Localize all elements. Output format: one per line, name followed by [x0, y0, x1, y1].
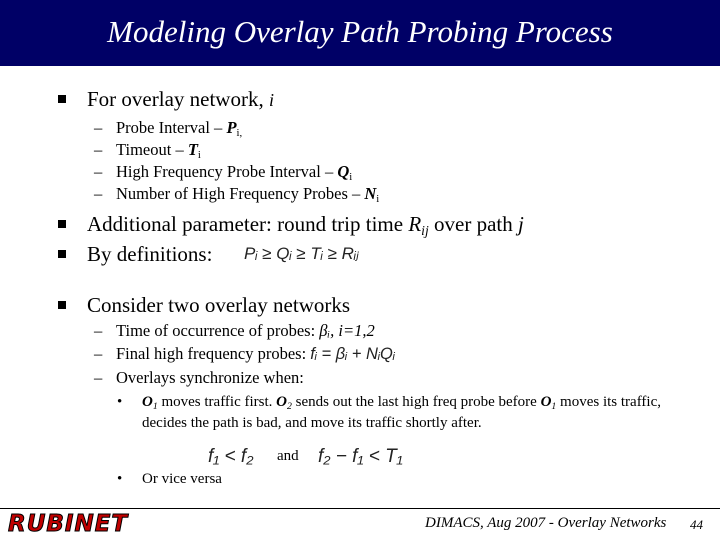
square-bullet-icon	[58, 220, 66, 228]
item-text: Probe Interval –	[116, 118, 227, 137]
title-bar	[0, 0, 720, 66]
item-subscript: i	[376, 193, 380, 206]
bullet-text: By definitions:	[87, 242, 213, 266]
condition-and: and	[277, 448, 299, 464]
item-text: Timeout –	[116, 140, 188, 159]
condition-right-formula: f₂ − f₁ < T₁	[318, 446, 403, 467]
dash-icon: –	[94, 368, 103, 387]
overlay-label: O	[276, 394, 288, 410]
item-text: sends out the last high freq probe before	[291, 394, 541, 410]
dash-icon: –	[94, 140, 103, 159]
item-symbol: P	[226, 118, 237, 137]
square-bullet-icon	[58, 250, 66, 258]
rubinet-logo: RUBINET	[8, 511, 129, 537]
square-bullet-icon	[58, 301, 66, 309]
bullet-overlay-network	[62, 86, 274, 113]
dash-icon: –	[94, 162, 103, 181]
footer-text: DIMACS, Aug 2007 - Overlay Networks	[425, 515, 667, 531]
overlay-subscript: 1	[551, 400, 557, 412]
item-symbol: Q	[337, 162, 350, 181]
bullet-var: j	[517, 212, 524, 236]
dash-icon: –	[94, 321, 103, 340]
bullet-dot-icon: •	[117, 394, 123, 410]
bullet-var: i	[268, 90, 274, 110]
bullet-definitions	[62, 241, 212, 267]
bullet-symbol: R	[408, 212, 422, 236]
item-text: Or vice versa	[142, 471, 222, 487]
slide-title: Modeling Overlay Path Probing Process	[107, 14, 613, 49]
condition-left-formula: f₁ < f₂	[208, 446, 254, 467]
footer-divider	[0, 508, 720, 509]
item-subscript: i	[349, 171, 353, 184]
bullet-text-after: over path	[428, 212, 518, 236]
item-text: moves traffic first.	[157, 394, 277, 410]
bullet-text: Additional parameter: round trip time	[87, 212, 409, 236]
dash-icon: –	[94, 118, 103, 137]
item-subscript: i,	[236, 127, 243, 140]
item-subscript: i	[197, 149, 201, 162]
square-bullet-icon	[58, 95, 66, 103]
definitions-formula: Pᵢ ≥ Qᵢ ≥ Tᵢ ≥ Rᵢⱼ	[244, 244, 359, 263]
bullet-additional-parameter	[62, 211, 524, 244]
item-math: βᵢ, i=1,2	[319, 321, 375, 340]
item-text: Overlays synchronize when:	[116, 368, 304, 387]
overlay-label: O	[540, 394, 552, 410]
item-text: Final high frequency probes:	[116, 344, 311, 363]
item-text: High Frequency Probe Interval –	[116, 162, 338, 181]
dash-icon: –	[94, 344, 103, 363]
overlay-label: O	[142, 394, 153, 410]
item-text: moves its traffic, decides the path is bad, and move its traffic shortly after.	[142, 394, 661, 431]
bullet-dot-icon: •	[117, 471, 123, 487]
item-math: fᵢ = βᵢ + NᵢQᵢ	[310, 345, 395, 363]
dash-icon: –	[94, 184, 103, 203]
item-symbol: T	[187, 140, 198, 159]
item-text: Time of occurrence of probes:	[116, 321, 320, 340]
overlay-subscript: 2	[287, 400, 292, 412]
item-symbol: N	[364, 184, 377, 203]
item-text: Number of High Frequency Probes –	[116, 184, 365, 203]
bullet-subscript: ij	[421, 223, 429, 239]
bullet-consider-two-networks	[62, 292, 350, 318]
bullet-text: Consider two overlay networks	[87, 293, 351, 317]
overlay-subscript: 1	[152, 400, 158, 412]
bullet-text: For overlay network,	[87, 87, 269, 111]
page-number: 44	[690, 517, 703, 532]
